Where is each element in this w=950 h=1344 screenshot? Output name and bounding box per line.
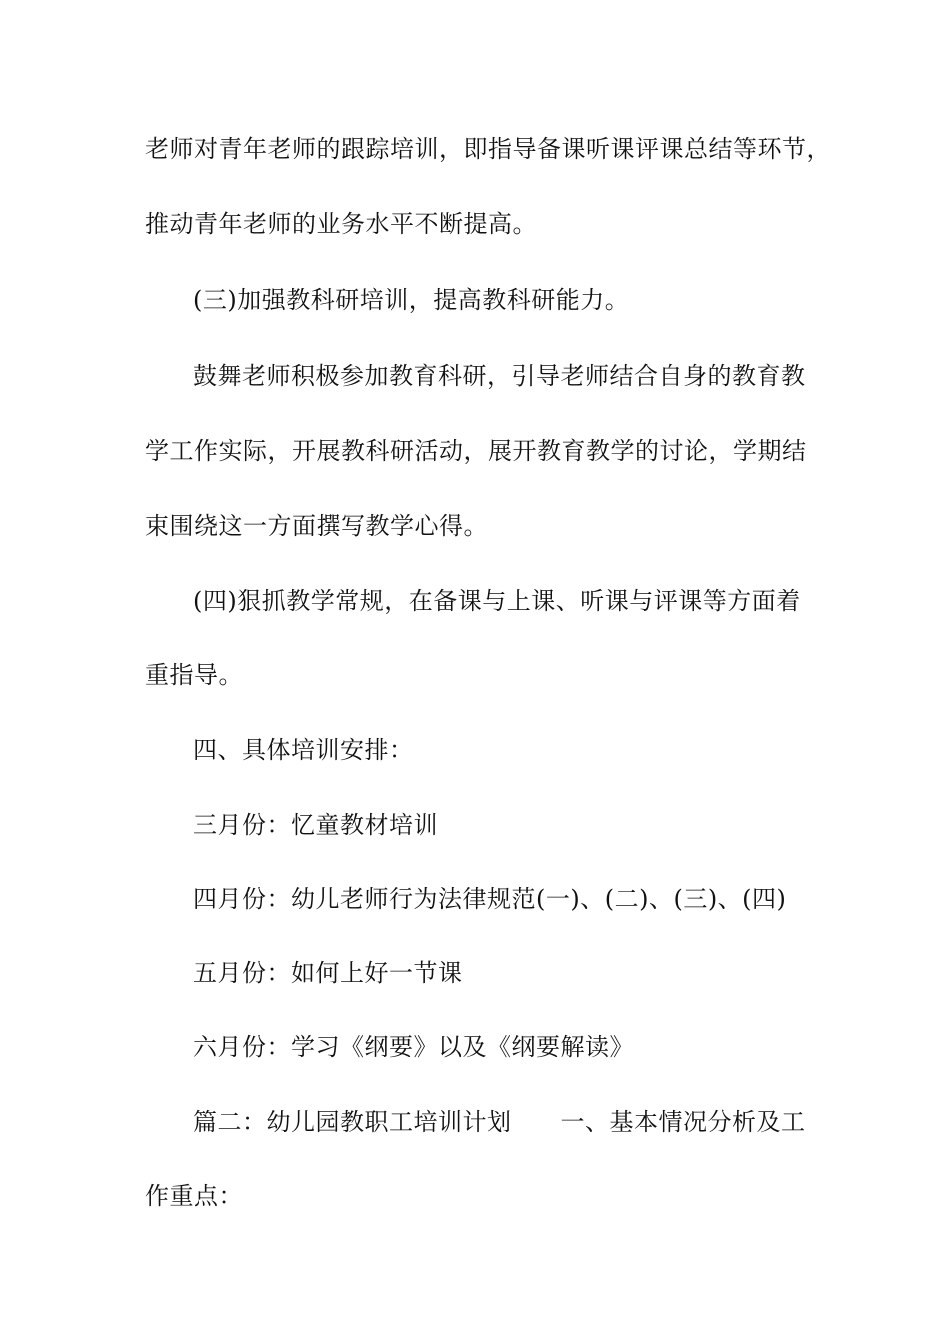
schedule-item: 六月份：学习《纲要》以及《纲要解读》: [193, 1033, 634, 1061]
schedule-item: 三月份：忆童教材培训: [193, 811, 438, 839]
text-line: 鼓舞老师积极参加教育科研，引导老师结合自身的教育教: [193, 362, 806, 390]
text-line: 作重点：: [145, 1182, 243, 1210]
text-line: 篇二：幼儿园教职工培训计划 一、基本情况分析及工: [193, 1108, 806, 1136]
section-heading: 四、具体培训安排：: [193, 736, 414, 764]
text-line: 束围绕这一方面撰写教学心得。: [145, 512, 488, 540]
text-line: 学工作实际，开展教科研活动，展开教育教学的讨论，学期结: [145, 437, 807, 465]
section-heading: (三)加强教科研培训，提高教科研能力。: [193, 286, 630, 314]
text-line: 推动青年老师的业务水平不断提高。: [145, 210, 537, 238]
text-line: 重指导。: [145, 661, 243, 689]
schedule-item: 五月份：如何上好一节课: [193, 959, 463, 987]
text-line: 老师对青年老师的跟踪培训，即指导备课听课评课总结等环节，: [145, 135, 831, 163]
section-heading: (四)狠抓教学常规，在备课与上课、听课与评课等方面着: [193, 587, 801, 615]
schedule-item: 四月份：幼儿老师行为法律规范(一)、(二)、(三)、(四): [193, 885, 787, 913]
